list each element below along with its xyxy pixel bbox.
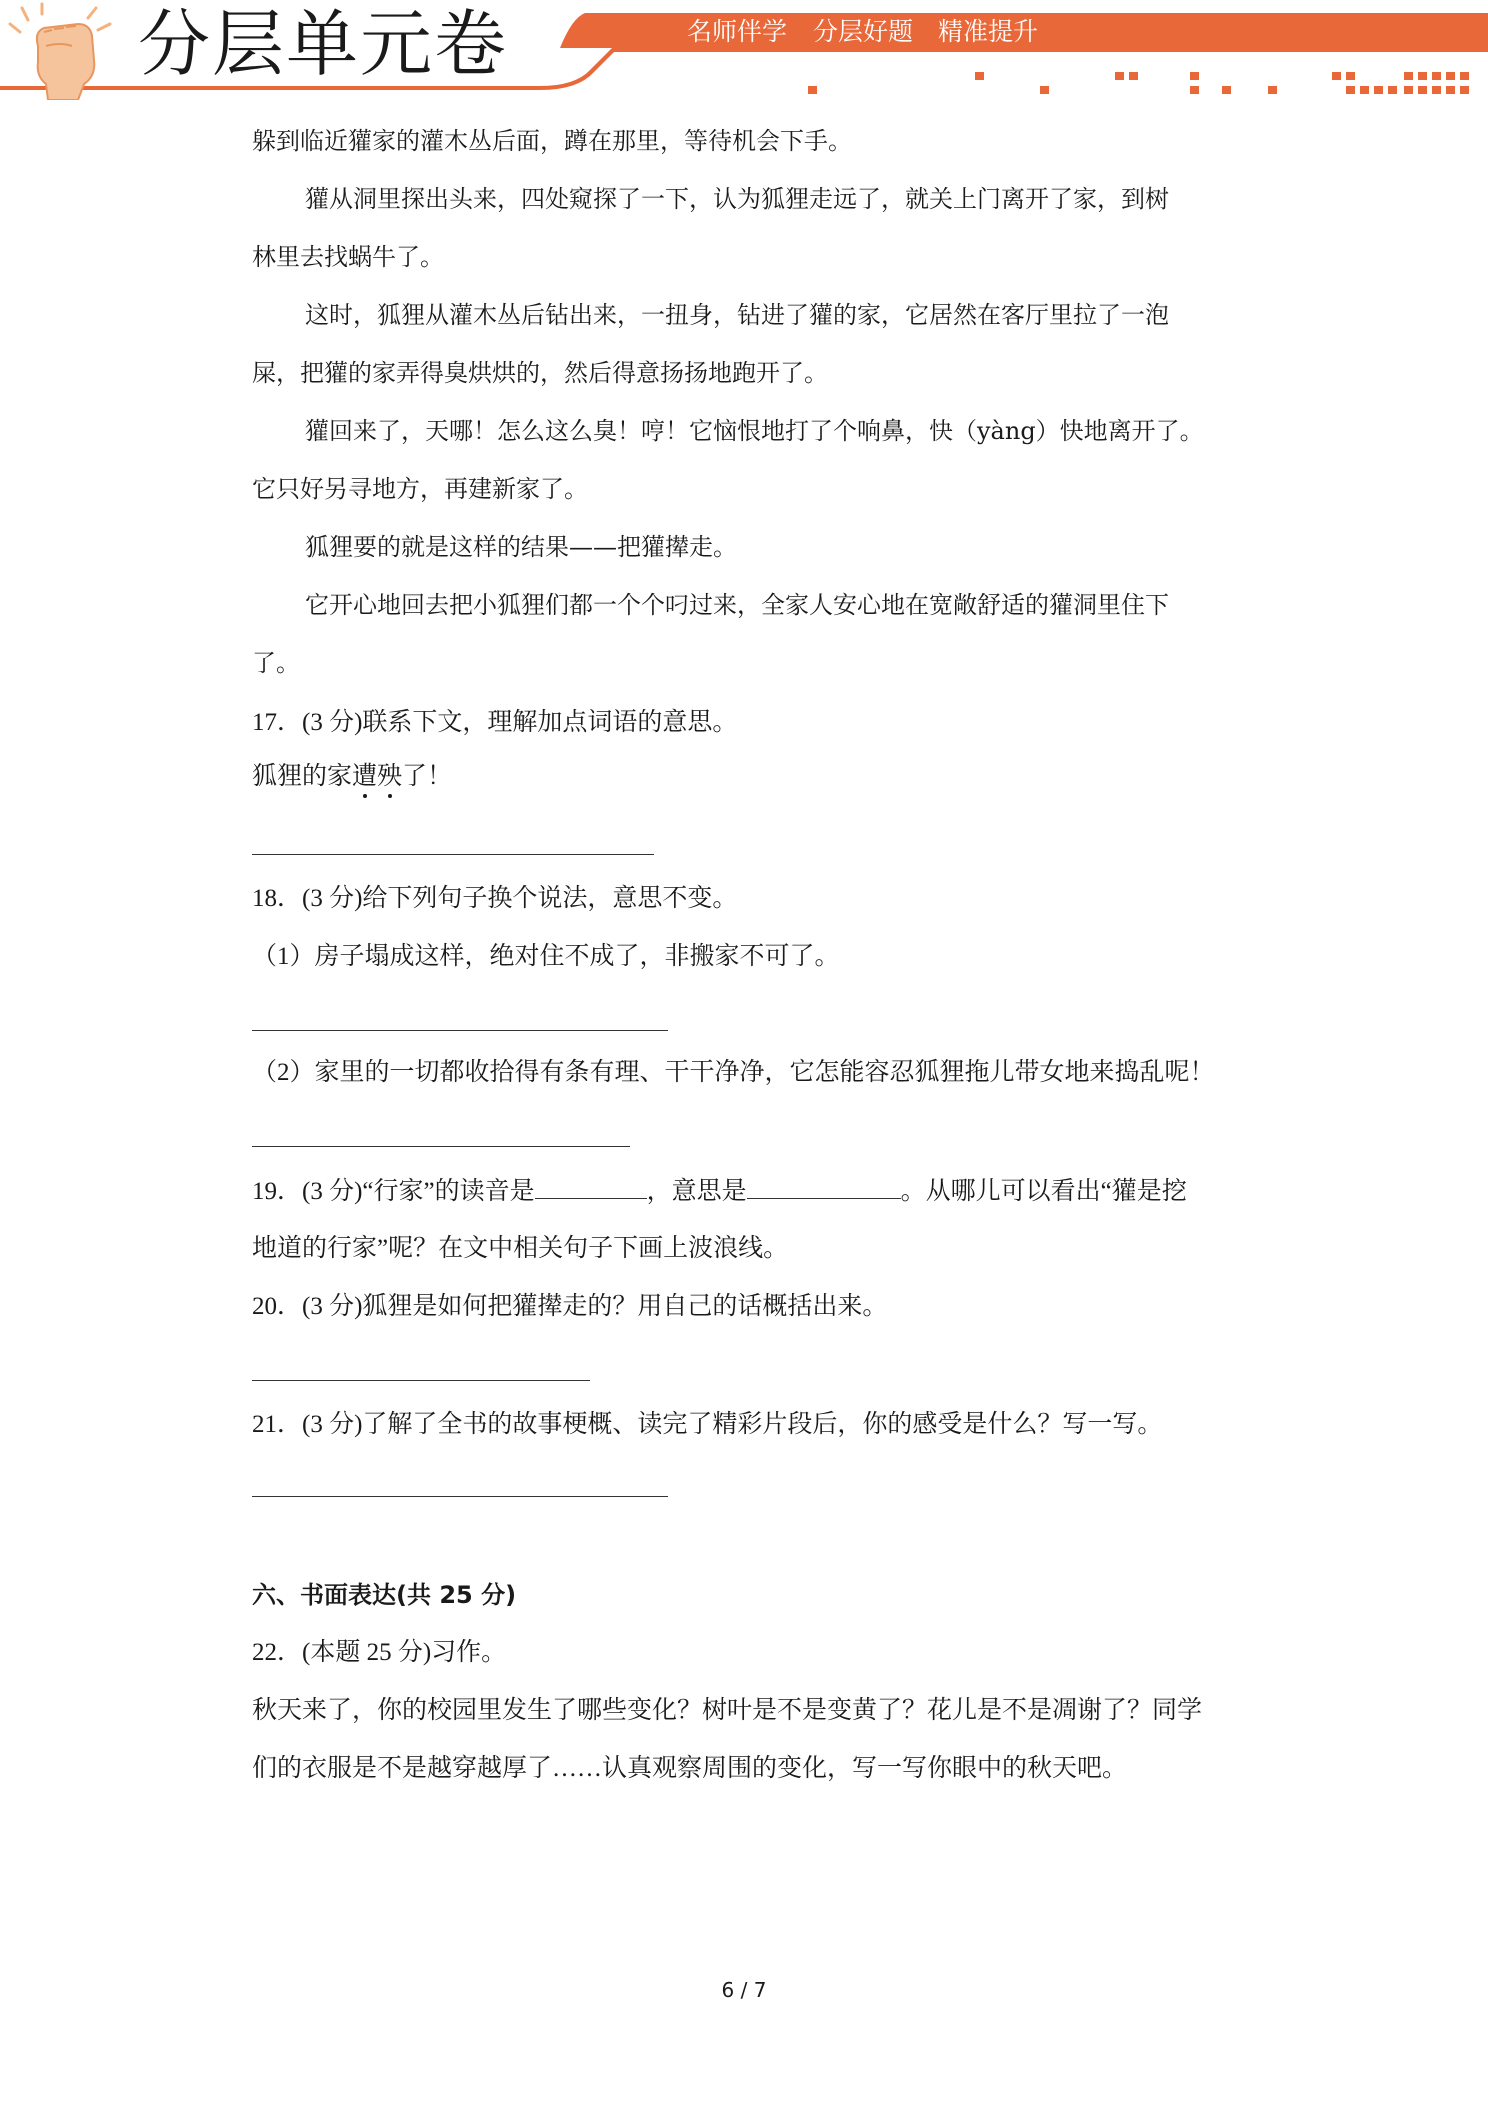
passage-line: 它开心地回去把小狐狸们都一个个叼过来，全家人安心地在宽敞舒适的獾洞里住下 <box>305 591 1169 619</box>
essay-prompt-line: 秋天来了，你的校园里发生了哪些变化？树叶是不是变黄了？花儿是不是凋谢了？同学 <box>252 1697 1203 1724</box>
page-header <box>0 0 1488 100</box>
pixel-decoration <box>808 72 1469 94</box>
passage-line: 这时，狐狸从灌木丛后钻出来，一扭身，钻进了獾的家，它居然在客厅里拉了一泡 <box>305 301 1169 329</box>
passage-line: 林里去找蜗牛了。 <box>252 243 444 271</box>
raised-fist-icon <box>8 2 118 100</box>
meaning-blank[interactable] <box>747 1174 901 1199</box>
passage-line: 獾从洞里探出头来，四处窥探了一下，认为狐狸走远了，就关上门离开了家，到树 <box>305 185 1169 213</box>
question-19-part: 19．(3 分)“行家”的读音是 <box>252 1178 535 1205</box>
slogan-1: 名师伴学 <box>687 17 788 46</box>
question-18: 18．(3 分)给下列句子换个说法，意思不变。 <box>252 885 738 912</box>
question-19-part: 。从哪儿可以看出“獾是挖 <box>900 1178 1187 1205</box>
answer-line-18-2[interactable] <box>252 1146 630 1147</box>
dotted-char: 遭 <box>352 763 378 790</box>
question-20: 20．(3 分)狐狸是如何把獾撵走的？用自己的话概括出来。 <box>252 1293 888 1320</box>
answer-line-18-1[interactable] <box>252 1030 668 1031</box>
answer-line-20[interactable] <box>252 1380 590 1381</box>
passage-line: 它只好另寻地方，再建新家了。 <box>252 475 588 503</box>
slogan-2: 分层好题 <box>813 17 914 46</box>
passage-line: 屎，把獾的家弄得臭烘烘的，然后得意扬扬地跑开了。 <box>252 359 828 387</box>
question-19-line-2: 地道的行家”呢？在文中相关句子下画上波浪线。 <box>252 1235 789 1262</box>
essay-prompt-line: 们的衣服是不是越穿越厚了……认真观察周围的变化，写一写你眼中的秋天吧。 <box>252 1755 1128 1782</box>
passage-line: 狐狸要的就是这样的结果——把獾撵走。 <box>305 533 737 561</box>
sentence-text: 狐狸的家 <box>252 763 353 790</box>
answer-line-17[interactable] <box>252 854 654 855</box>
answer-line-21[interactable] <box>252 1496 668 1497</box>
passage-line: 了。 <box>252 649 300 677</box>
slogan-3: 精准提升 <box>938 17 1039 46</box>
brand-title: 分层单元卷 <box>138 2 509 86</box>
question-18-item-2: （2）家里的一切都收拾得有条有理、干干净净，它怎能容忍狐狸拖儿带女地来捣乱呢！ <box>252 1059 1215 1086</box>
question-18-item-1: （1）房子塌成这样，绝对住不成了，非搬家不可了。 <box>252 943 840 970</box>
question-22: 22．(本题 25 分)习作。 <box>252 1639 507 1666</box>
question-17: 17．(3 分)联系下文，理解加点词语的意思。 <box>252 709 738 736</box>
passage-line: 躲到临近獾家的灌木丛后面，蹲在那里，等待机会下手。 <box>252 127 852 155</box>
passage-line: 獾回来了，天哪！怎么这么臭！哼！它恼恨地打了个响鼻，快（yàng）快地离开了。 <box>305 417 1204 445</box>
question-19-part: ，意思是 <box>646 1178 747 1205</box>
pronunciation-blank[interactable] <box>535 1174 647 1199</box>
question-19 <box>252 1174 1187 1209</box>
sentence-text: 了！ <box>402 763 453 790</box>
page-number: 6 / 7 <box>721 1978 767 2002</box>
section-title: 六、书面表达(共 25 分) <box>252 1581 517 1609</box>
question-17-sentence <box>252 760 452 794</box>
question-21: 21．(3 分)了解了全书的故事梗概、读完了精彩片段后，你的感受是什么？写一写。 <box>252 1411 1163 1438</box>
dotted-char: 殃 <box>377 763 403 790</box>
